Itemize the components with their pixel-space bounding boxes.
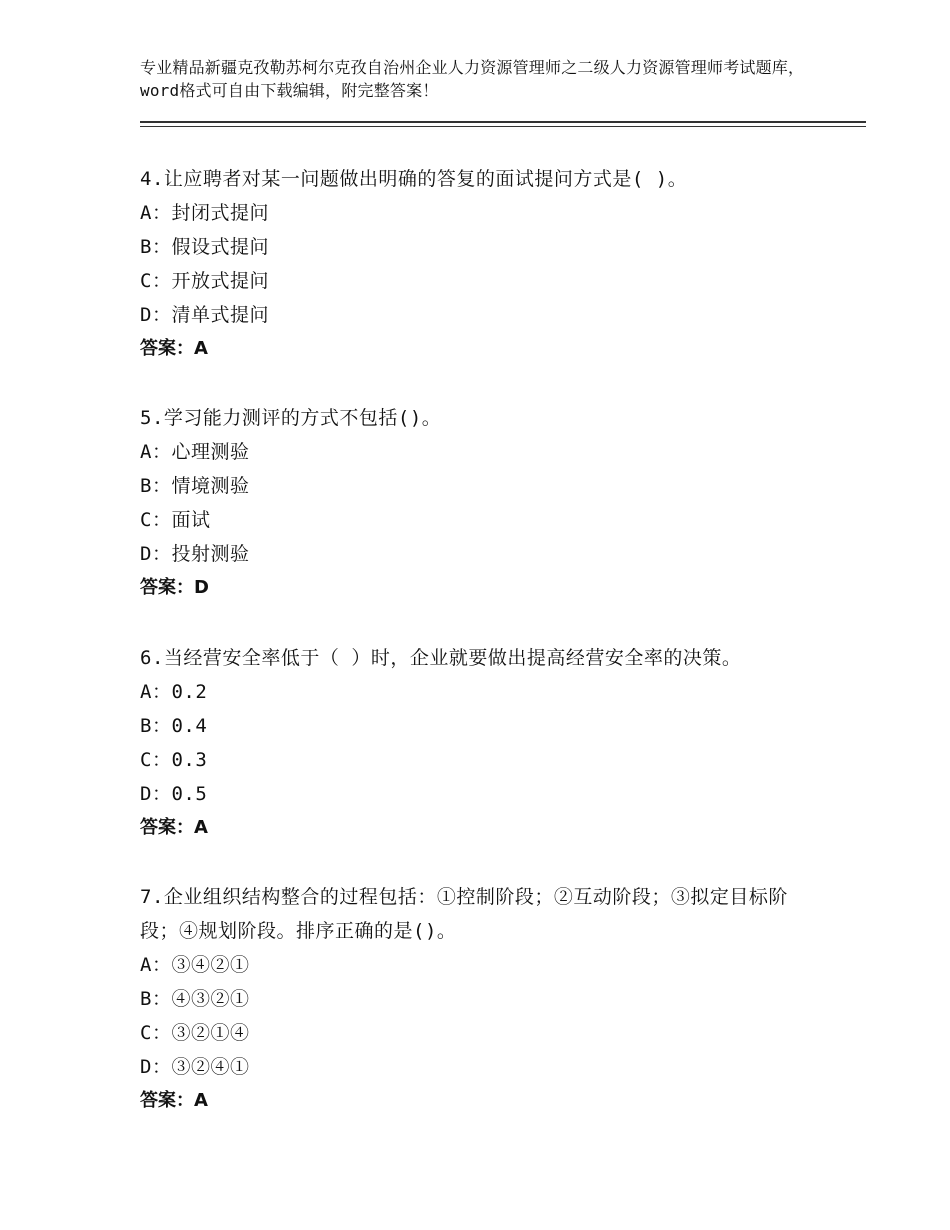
answer-label: 答案：A bbox=[140, 817, 208, 838]
option-a: A：0.2 bbox=[140, 681, 208, 703]
option-c: C：③②①④ bbox=[140, 1022, 250, 1044]
question-7 bbox=[140, 880, 820, 1118]
option-b: B：④③②① bbox=[140, 988, 250, 1010]
header-rule-thick bbox=[140, 121, 866, 123]
question-stem: 7.企业组织结构整合的过程包括：①控制阶段；②互动阶段；③拟定目标阶段；④规划阶段。排序正确的是()。 bbox=[140, 886, 788, 942]
answer-label: 答案：A bbox=[140, 1090, 208, 1111]
option-a: A：心理测验 bbox=[140, 441, 250, 463]
document-header: 专业精品新疆克孜勒苏柯尔克孜自治州企业人力资源管理师之二级人力资源管理师考试题库，word格式可自由下载编辑，附完整答案！ bbox=[140, 58, 805, 100]
option-a: A：③④②① bbox=[140, 954, 250, 976]
question-stem: 5.学习能力测评的方式不包括()。 bbox=[140, 407, 442, 429]
option-c: C：0.3 bbox=[140, 749, 208, 771]
option-d: D：③②④① bbox=[140, 1056, 250, 1078]
question-6 bbox=[140, 641, 820, 845]
question-5 bbox=[140, 401, 820, 605]
option-d: D：投射测验 bbox=[140, 543, 250, 565]
option-b: B：假设式提问 bbox=[140, 236, 269, 258]
answer-label: 答案：D bbox=[140, 577, 209, 598]
question-stem: 4.让应聘者对某一问题做出明确的答复的面试提问方式是( )。 bbox=[140, 168, 688, 190]
question-stem: 6.当经营安全率低于（ ）时，企业就要做出提高经营安全率的决策。 bbox=[140, 647, 742, 669]
option-b: B：情境测验 bbox=[140, 475, 250, 497]
question-4 bbox=[140, 162, 820, 366]
option-d: D：0.5 bbox=[140, 783, 208, 805]
option-c: C：开放式提问 bbox=[140, 270, 269, 292]
header-rule-thin bbox=[140, 126, 866, 127]
option-b: B：0.4 bbox=[140, 715, 208, 737]
option-c: C：面试 bbox=[140, 509, 211, 531]
answer-label: 答案：A bbox=[140, 338, 208, 359]
option-a: A：封闭式提问 bbox=[140, 202, 269, 224]
option-d: D：清单式提问 bbox=[140, 304, 269, 326]
